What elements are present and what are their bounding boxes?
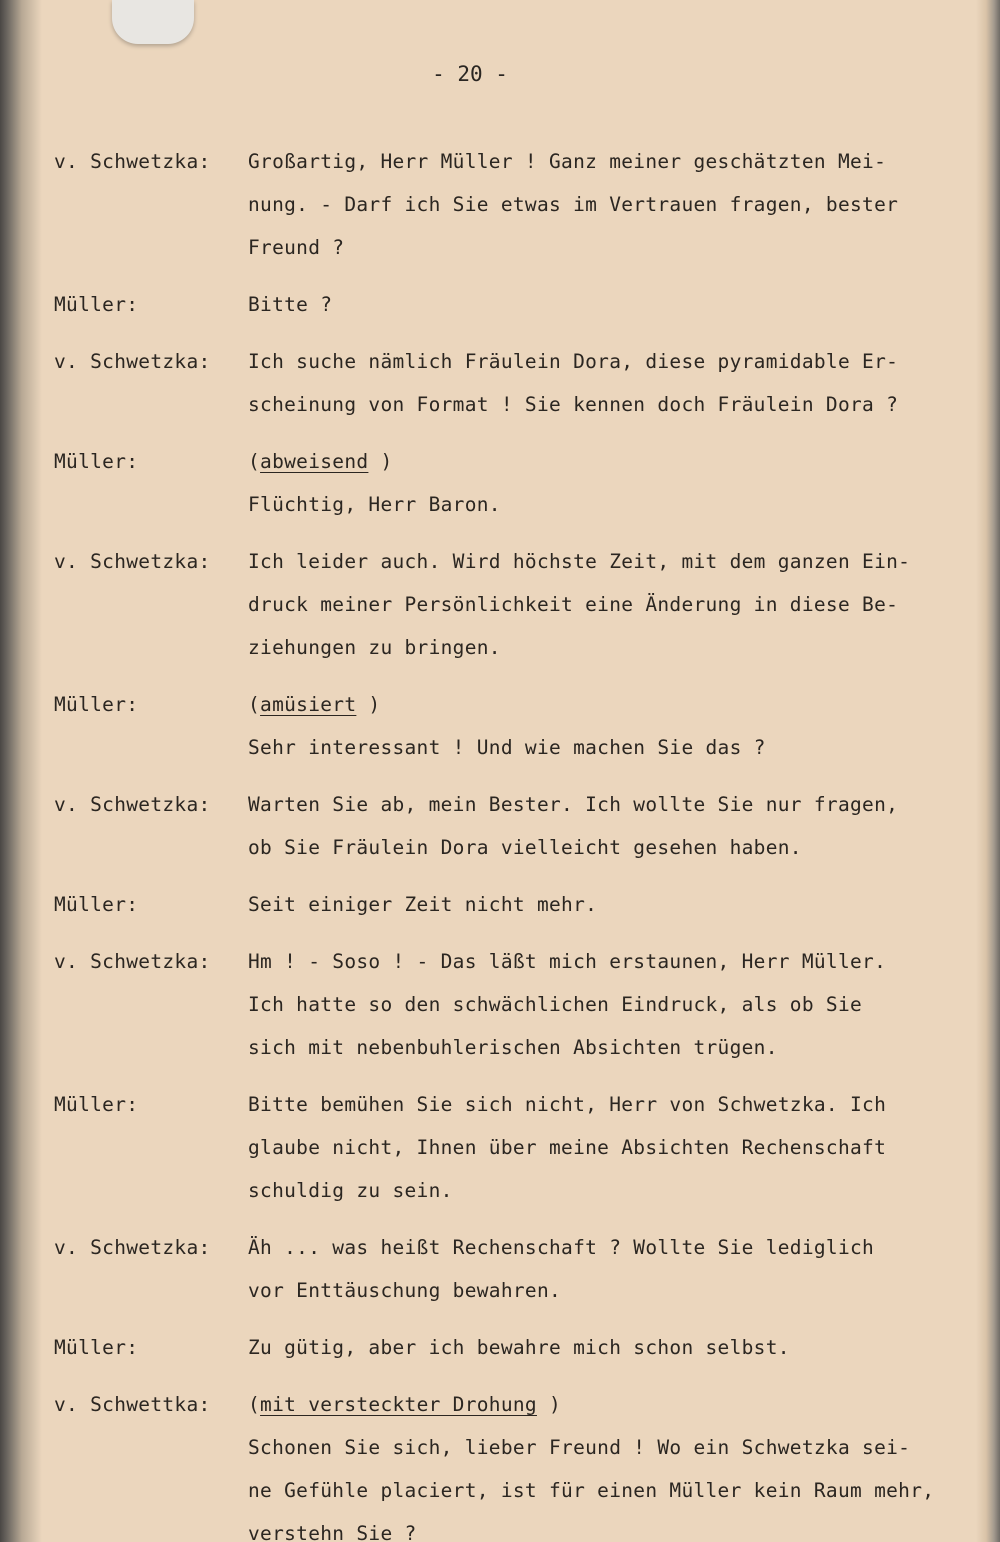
dialogue-line: vor Enttäuschung bewahren. <box>248 1279 562 1302</box>
stage-direction <box>248 440 974 483</box>
speaker-name: v. Schwetzka: <box>54 350 211 373</box>
dialogue-entry <box>54 683 974 769</box>
dialogue-line: ziehungen zu bringen. <box>248 636 501 659</box>
dialogue-line: Zu gütig, aber ich bewahre mich schon selbst. <box>248 1336 790 1359</box>
dialogue-entry <box>54 1083 974 1212</box>
speaker-name: Müller: <box>54 693 139 716</box>
paren-close: ) <box>356 693 381 716</box>
speaker-name: Müller: <box>54 893 139 916</box>
dialogue-entry <box>54 540 974 669</box>
dialogue-line: Bitte bemühen Sie sich nicht, Herr von Schwetzka. Ich <box>248 1093 887 1116</box>
dialogue-line: sich mit nebenbuhlerischen Absichten trügen. <box>248 1036 778 1059</box>
dialogue-line: schuldig zu sein. <box>248 1179 453 1202</box>
dialogue-text <box>248 683 974 769</box>
dialogue-entry <box>54 940 974 1069</box>
dialogue-entry <box>54 1326 974 1369</box>
dialogue-text <box>248 1226 974 1312</box>
speaker-name: v. Schwettka: <box>54 1393 211 1416</box>
dialogue-entry <box>54 340 974 426</box>
speaker-name: v. Schwetzka: <box>54 793 211 816</box>
dialogue-text <box>248 783 974 869</box>
dialogue-line: Äh ... was heißt Rechenschaft ? Wollte Sie lediglich <box>248 1236 875 1259</box>
dialogue-line: Ich suche nämlich Fräulein Dora, diese pyramidable Er- <box>248 350 899 373</box>
dialogue-line: Hm ! - Soso ! - Das läßt mich erstaunen, Herr Müller. <box>248 950 887 973</box>
dialogue-line: druck meiner Persönlichkeit eine Änderung in diese Be- <box>248 593 899 616</box>
dialogue-text <box>248 340 974 426</box>
stage-direction <box>248 683 974 726</box>
binding-shadow <box>0 0 42 1542</box>
stage-direction-text: abweisend <box>260 450 369 473</box>
dialogue-text <box>248 140 974 269</box>
stage-direction-text: amüsiert <box>260 693 357 716</box>
dialogue-text <box>248 883 974 926</box>
dialogue-entry <box>54 783 974 869</box>
speaker-name: Müller: <box>54 450 139 473</box>
page-edge <box>976 0 1000 1542</box>
speaker-name: Müller: <box>54 1336 139 1359</box>
dialogue-line: ne Gefühle placiert, ist für einen Müller kein Raum mehr, <box>248 1479 935 1502</box>
dialogue-line: Warten Sie ab, mein Bester. Ich wollte Sie nur fragen, <box>248 793 899 816</box>
paren-open: ( <box>248 450 261 473</box>
dialogue-text <box>248 940 974 1069</box>
dialogue-line: Sehr interessant ! Und wie machen Sie das ? <box>248 736 766 759</box>
dialogue-entry <box>54 1226 974 1312</box>
paren-open: ( <box>248 1393 261 1416</box>
speaker-name: Müller: <box>54 293 139 316</box>
dialogue-line: Schonen Sie sich, lieber Freund ! Wo ein Schwetzka sei- <box>248 1436 911 1459</box>
dialogue-entry <box>54 440 974 526</box>
speaker-name: Müller: <box>54 1093 139 1116</box>
speaker-name: v. Schwetzka: <box>54 950 211 973</box>
dialogue-line: glaube nicht, Ihnen über meine Absichten Rechenschaft <box>248 1136 887 1159</box>
speaker-name: v. Schwetzka: <box>54 550 211 573</box>
dialogue-line: Ich hatte so den schwächlichen Eindruck, als ob Sie <box>248 993 863 1016</box>
dialogue-text <box>248 440 974 526</box>
speaker-name: v. Schwetzka: <box>54 1236 211 1259</box>
dialogue-line: Ich leider auch. Wird höchste Zeit, mit dem ganzen Ein- <box>248 550 911 573</box>
page-number: - 20 - <box>432 62 508 86</box>
dialogue-line: ob Sie Fräulein Dora vielleicht gesehen haben. <box>248 836 802 859</box>
dialogue-text <box>248 1326 974 1369</box>
dialogue-entry <box>54 283 974 326</box>
stage-direction-text: mit versteckter Drohung <box>260 1393 537 1416</box>
dialogue-line: verstehn Sie ? <box>248 1522 417 1542</box>
dialogue-text <box>248 1083 974 1212</box>
binder-clip <box>112 0 194 44</box>
dialogue-text <box>248 540 974 669</box>
paren-close: ) <box>368 450 393 473</box>
dialogue-entry <box>54 883 974 926</box>
paren-open: ( <box>248 693 261 716</box>
dialogue-line: Flüchtig, Herr Baron. <box>248 493 501 516</box>
dialogue-line: scheinung von Format ! Sie kennen doch Fräulein Dora ? <box>248 393 899 416</box>
dialogue-line: Bitte ? <box>248 293 333 316</box>
dialogue-entry <box>54 1383 974 1542</box>
dialogue-line: Großartig, Herr Müller ! Ganz meiner geschätzten Mei- <box>248 150 887 173</box>
paren-close: ) <box>536 1393 562 1416</box>
stage-direction <box>248 1383 974 1426</box>
script-dialogue <box>54 140 974 1542</box>
dialogue-line: Freund ? <box>248 236 345 259</box>
speaker-name: v. Schwetzka: <box>54 150 211 173</box>
dialogue-text <box>248 1383 974 1542</box>
dialogue-text <box>248 283 974 326</box>
dialogue-line: Seit einiger Zeit nicht mehr. <box>248 893 598 916</box>
dialogue-line: nung. - Darf ich Sie etwas im Vertrauen fragen, bester <box>248 193 899 216</box>
dialogue-entry <box>54 140 974 269</box>
